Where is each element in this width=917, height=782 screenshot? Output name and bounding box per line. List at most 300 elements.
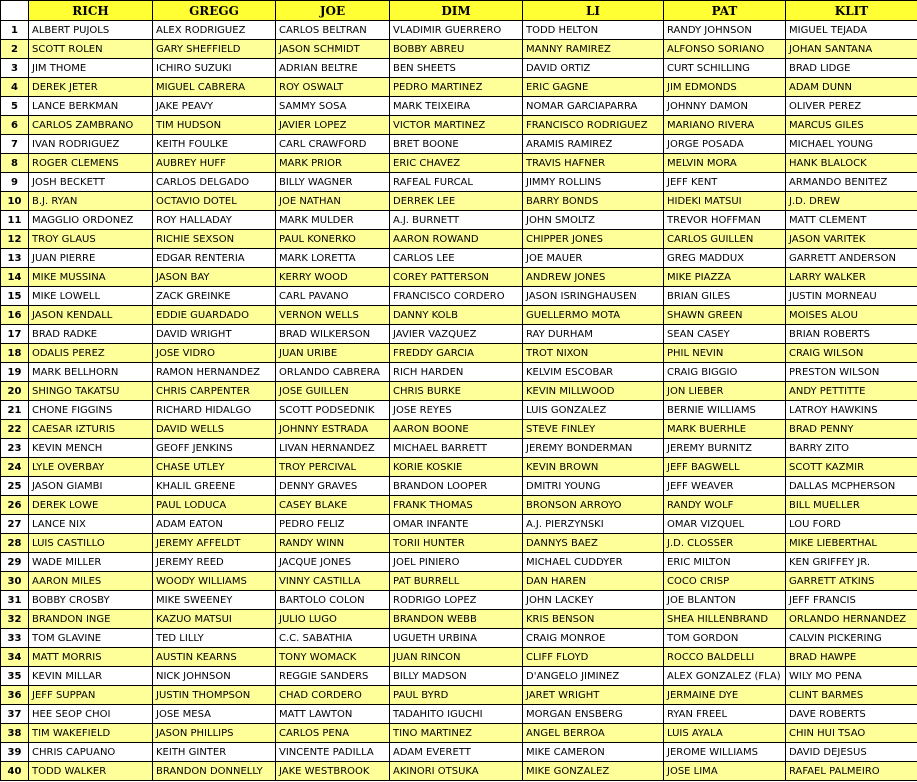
player-cell: TIM WAKEFIELD: [29, 724, 153, 743]
player-cell: OCTAVIO DOTEL: [153, 192, 276, 211]
player-cell: MARK LORETTA: [276, 249, 390, 268]
player-cell: LUIS CASTILLO: [29, 534, 153, 553]
player-cell: JEREMY BONDERMAN: [523, 439, 664, 458]
player-cell: ADRIAN BELTRE: [276, 59, 390, 78]
player-cell: KEVIN MENCH: [29, 439, 153, 458]
player-cell: JOSH BECKETT: [29, 173, 153, 192]
player-cell: RAFEAL FURCAL: [390, 173, 523, 192]
player-cell: JARET WRIGHT: [523, 686, 664, 705]
round-number: 24: [1, 458, 29, 477]
player-cell: MARK TEIXEIRA: [390, 97, 523, 116]
player-cell: ORLANDO CABRERA: [276, 363, 390, 382]
player-cell: TIM HUDSON: [153, 116, 276, 135]
player-cell: BEN SHEETS: [390, 59, 523, 78]
team-header: DIM: [390, 1, 523, 21]
player-cell: DMITRI YOUNG: [523, 477, 664, 496]
table-row: [1, 705, 917, 724]
player-cell: BRANDON LOOPER: [390, 477, 523, 496]
round-number: 9: [1, 173, 29, 192]
table-row: [1, 553, 917, 572]
player-cell: COCO CRISP: [664, 572, 786, 591]
round-number: 18: [1, 344, 29, 363]
player-cell: ROY HALLADAY: [153, 211, 276, 230]
player-cell: DAVID WELLS: [153, 420, 276, 439]
player-cell: PHIL NEVIN: [664, 344, 786, 363]
player-cell: D'ANGELO JIMINEZ: [523, 667, 664, 686]
table-row: [1, 192, 917, 211]
round-number: 20: [1, 382, 29, 401]
player-cell: LUIS AYALA: [664, 724, 786, 743]
table-row: [1, 287, 917, 306]
player-cell: KORIE KOSKIE: [390, 458, 523, 477]
round-number: 37: [1, 705, 29, 724]
player-cell: KEVIN MILLAR: [29, 667, 153, 686]
player-cell: GARRETT ANDERSON: [786, 249, 917, 268]
player-cell: CARLOS BELTRAN: [276, 21, 390, 40]
player-cell: ICHIRO SUZUKI: [153, 59, 276, 78]
player-cell: JASON PHILLIPS: [153, 724, 276, 743]
player-cell: SCOTT ROLEN: [29, 40, 153, 59]
player-cell: RICHARD HIDALGO: [153, 401, 276, 420]
player-cell: CHRIS BURKE: [390, 382, 523, 401]
player-cell: COREY PATTERSON: [390, 268, 523, 287]
round-number: 21: [1, 401, 29, 420]
player-cell: AUBREY HUFF: [153, 154, 276, 173]
player-cell: MARK MULDER: [276, 211, 390, 230]
player-cell: JOSE MESA: [153, 705, 276, 724]
round-number: 17: [1, 325, 29, 344]
player-cell: KEVIN BROWN: [523, 458, 664, 477]
player-cell: JEFF KENT: [664, 173, 786, 192]
player-cell: PEDRO FELIZ: [276, 515, 390, 534]
player-cell: JOHN SMOLTZ: [523, 211, 664, 230]
player-cell: AUSTIN KEARNS: [153, 648, 276, 667]
player-cell: KAZUO MATSUI: [153, 610, 276, 629]
player-cell: RANDY WINN: [276, 534, 390, 553]
player-cell: AARON BOONE: [390, 420, 523, 439]
player-cell: A.J. PIERZYNSKI: [523, 515, 664, 534]
player-cell: DERREK LEE: [390, 192, 523, 211]
player-cell: GREG MADDUX: [664, 249, 786, 268]
player-cell: PAT BURRELL: [390, 572, 523, 591]
player-cell: BRANDON WEBB: [390, 610, 523, 629]
player-cell: TOM GLAVINE: [29, 629, 153, 648]
player-cell: RAFAEL PALMEIRO: [786, 762, 917, 781]
player-cell: ALEX RODRIGUEZ: [153, 21, 276, 40]
player-cell: SHAWN GREEN: [664, 306, 786, 325]
round-number: 26: [1, 496, 29, 515]
player-cell: JOSE VIDRO: [153, 344, 276, 363]
player-cell: MIKE LIEBERTHAL: [786, 534, 917, 553]
player-cell: JACQUE JONES: [276, 553, 390, 572]
player-cell: TORII HUNTER: [390, 534, 523, 553]
player-cell: LUIS GONZALEZ: [523, 401, 664, 420]
player-cell: TRAVIS HAFNER: [523, 154, 664, 173]
player-cell: RYAN FREEL: [664, 705, 786, 724]
player-cell: SHINGO TAKATSU: [29, 382, 153, 401]
player-cell: BARRY ZITO: [786, 439, 917, 458]
player-cell: EDDIE GUARDADO: [153, 306, 276, 325]
player-cell: LANCE NIX: [29, 515, 153, 534]
player-cell: PEDRO MARTINEZ: [390, 78, 523, 97]
player-cell: JUSTIN MORNEAU: [786, 287, 917, 306]
player-cell: MATT LAWTON: [276, 705, 390, 724]
player-cell: MIKE PIAZZA: [664, 268, 786, 287]
player-cell: C.C. SABATHIA: [276, 629, 390, 648]
player-cell: DEREK JETER: [29, 78, 153, 97]
player-cell: DANNYS BAEZ: [523, 534, 664, 553]
round-number: 8: [1, 154, 29, 173]
table-row: [1, 534, 917, 553]
player-cell: JASON VARITEK: [786, 230, 917, 249]
player-cell: KRIS BENSON: [523, 610, 664, 629]
player-cell: WADE MILLER: [29, 553, 153, 572]
player-cell: J.D. CLOSSER: [664, 534, 786, 553]
player-cell: TOM GORDON: [664, 629, 786, 648]
player-cell: JAVIER VAZQUEZ: [390, 325, 523, 344]
table-row: [1, 496, 917, 515]
player-cell: ERIC GAGNE: [523, 78, 664, 97]
player-cell: GUELLERMO MOTA: [523, 306, 664, 325]
player-cell: RODRIGO LOPEZ: [390, 591, 523, 610]
table-row: [1, 420, 917, 439]
round-number: 39: [1, 743, 29, 762]
table-row: [1, 724, 917, 743]
round-number-header: [1, 1, 29, 21]
player-cell: MARK PRIOR: [276, 154, 390, 173]
player-cell: BILL MUELLER: [786, 496, 917, 515]
player-cell: ADAM EATON: [153, 515, 276, 534]
table-row: [1, 667, 917, 686]
player-cell: OMAR VIZQUEL: [664, 515, 786, 534]
player-cell: KEITH FOULKE: [153, 135, 276, 154]
player-cell: JAVIER LOPEZ: [276, 116, 390, 135]
player-cell: ODALIS PEREZ: [29, 344, 153, 363]
player-cell: ANGEL BERROA: [523, 724, 664, 743]
player-cell: SEAN CASEY: [664, 325, 786, 344]
player-cell: REGGIE SANDERS: [276, 667, 390, 686]
player-cell: BRIAN ROBERTS: [786, 325, 917, 344]
player-cell: MICHAEL YOUNG: [786, 135, 917, 154]
round-number: 10: [1, 192, 29, 211]
table-row: [1, 97, 917, 116]
player-cell: KHALIL GREENE: [153, 477, 276, 496]
player-cell: BRAD HAWPE: [786, 648, 917, 667]
round-number: 35: [1, 667, 29, 686]
player-cell: TODD HELTON: [523, 21, 664, 40]
player-cell: CARL PAVANO: [276, 287, 390, 306]
player-cell: GARRETT ATKINS: [786, 572, 917, 591]
player-cell: CASEY BLAKE: [276, 496, 390, 515]
round-number: 34: [1, 648, 29, 667]
round-number: 40: [1, 762, 29, 781]
player-cell: LARRY WALKER: [786, 268, 917, 287]
player-cell: JEFF FRANCIS: [786, 591, 917, 610]
round-number: 30: [1, 572, 29, 591]
player-cell: CARLOS LEE: [390, 249, 523, 268]
round-number: 7: [1, 135, 29, 154]
player-cell: BRET BOONE: [390, 135, 523, 154]
player-cell: RAY DURHAM: [523, 325, 664, 344]
player-cell: JOHNNY DAMON: [664, 97, 786, 116]
player-cell: SHEA HILLENBRAND: [664, 610, 786, 629]
player-cell: ERIC MILTON: [664, 553, 786, 572]
player-cell: JUAN URIBE: [276, 344, 390, 363]
player-cell: PAUL LODUCA: [153, 496, 276, 515]
player-cell: MATT CLEMENT: [786, 211, 917, 230]
player-cell: UGUETH URBINA: [390, 629, 523, 648]
table-row: [1, 21, 917, 40]
player-cell: TADAHITO IGUCHI: [390, 705, 523, 724]
table-row: [1, 268, 917, 287]
table-row: [1, 515, 917, 534]
player-cell: JOE NATHAN: [276, 192, 390, 211]
player-cell: JOE MAUER: [523, 249, 664, 268]
player-cell: MIKE CAMERON: [523, 743, 664, 762]
player-cell: WILY MO PENA: [786, 667, 917, 686]
player-cell: TROY GLAUS: [29, 230, 153, 249]
player-cell: LIVAN HERNANDEZ: [276, 439, 390, 458]
player-cell: BILLY WAGNER: [276, 173, 390, 192]
player-cell: MOISES ALOU: [786, 306, 917, 325]
player-cell: TINO MARTINEZ: [390, 724, 523, 743]
player-cell: RAMON HERNANDEZ: [153, 363, 276, 382]
player-cell: MATT MORRIS: [29, 648, 153, 667]
player-cell: MARK BELLHORN: [29, 363, 153, 382]
player-cell: ADAM EVERETT: [390, 743, 523, 762]
table-row: [1, 477, 917, 496]
player-cell: JIMMY ROLLINS: [523, 173, 664, 192]
round-number: 25: [1, 477, 29, 496]
player-cell: KELVIM ESCOBAR: [523, 363, 664, 382]
table-row: [1, 135, 917, 154]
player-cell: MAGGLIO ORDONEZ: [29, 211, 153, 230]
player-cell: KERRY WOOD: [276, 268, 390, 287]
player-cell: JON LIEBER: [664, 382, 786, 401]
player-cell: CHONE FIGGINS: [29, 401, 153, 420]
player-cell: CLIFF FLOYD: [523, 648, 664, 667]
player-cell: JEREMY BURNITZ: [664, 439, 786, 458]
player-cell: OLIVER PEREZ: [786, 97, 917, 116]
round-number: 4: [1, 78, 29, 97]
player-cell: CALVIN PICKERING: [786, 629, 917, 648]
table-row: [1, 173, 917, 192]
player-cell: JEREMY AFFELDT: [153, 534, 276, 553]
player-cell: ERIC CHAVEZ: [390, 154, 523, 173]
player-cell: MANNY RAMIREZ: [523, 40, 664, 59]
player-cell: DAN HAREN: [523, 572, 664, 591]
player-cell: BRAD LIDGE: [786, 59, 917, 78]
player-cell: TROY PERCIVAL: [276, 458, 390, 477]
player-cell: DENNY GRAVES: [276, 477, 390, 496]
player-cell: MARCUS GILES: [786, 116, 917, 135]
player-cell: KEITH GINTER: [153, 743, 276, 762]
player-cell: VICTOR MARTINEZ: [390, 116, 523, 135]
round-number: 15: [1, 287, 29, 306]
player-cell: BRANDON DONNELLY: [153, 762, 276, 781]
player-cell: HIDEKI MATSUI: [664, 192, 786, 211]
player-cell: STEVE FINLEY: [523, 420, 664, 439]
player-cell: JEFF BAGWELL: [664, 458, 786, 477]
player-cell: CHRIS CARPENTER: [153, 382, 276, 401]
table-row: [1, 610, 917, 629]
table-row: [1, 154, 917, 173]
player-cell: RANDY JOHNSON: [664, 21, 786, 40]
player-cell: CARL CRAWFORD: [276, 135, 390, 154]
player-cell: ROCCO BALDELLI: [664, 648, 786, 667]
round-number: 22: [1, 420, 29, 439]
player-cell: MIKE SWEENEY: [153, 591, 276, 610]
player-cell: ALEX GONZALEZ (FLA): [664, 667, 786, 686]
player-cell: IVAN RODRIGUEZ: [29, 135, 153, 154]
table-row: [1, 382, 917, 401]
player-cell: CARLOS ZAMBRANO: [29, 116, 153, 135]
player-cell: CHIPPER JONES: [523, 230, 664, 249]
round-number: 12: [1, 230, 29, 249]
player-cell: BRAD RADKE: [29, 325, 153, 344]
table-row: [1, 572, 917, 591]
player-cell: TED LILLY: [153, 629, 276, 648]
player-cell: JULIO LUGO: [276, 610, 390, 629]
player-cell: CRAIG BIGGIO: [664, 363, 786, 382]
table-row: [1, 591, 917, 610]
player-cell: MARK BUERHLE: [664, 420, 786, 439]
player-cell: CRAIG WILSON: [786, 344, 917, 363]
team-header: LI: [523, 1, 664, 21]
player-cell: KEN GRIFFEY JR.: [786, 553, 917, 572]
player-cell: BRIAN GILES: [664, 287, 786, 306]
player-cell: JAKE WESTBROOK: [276, 762, 390, 781]
player-cell: JASON SCHMIDT: [276, 40, 390, 59]
player-cell: FRANCISCO CORDERO: [390, 287, 523, 306]
player-cell: JUSTIN THOMPSON: [153, 686, 276, 705]
player-cell: CARLOS PENA: [276, 724, 390, 743]
round-number: 11: [1, 211, 29, 230]
round-number: 27: [1, 515, 29, 534]
player-cell: OMAR INFANTE: [390, 515, 523, 534]
player-cell: HANK BLALOCK: [786, 154, 917, 173]
player-cell: EDGAR RENTERIA: [153, 249, 276, 268]
player-cell: GARY SHEFFIELD: [153, 40, 276, 59]
player-cell: WOODY WILLIAMS: [153, 572, 276, 591]
table-row: [1, 211, 917, 230]
player-cell: A.J. BURNETT: [390, 211, 523, 230]
player-cell: JOE BLANTON: [664, 591, 786, 610]
player-cell: CARLOS DELGADO: [153, 173, 276, 192]
player-cell: TROT NIXON: [523, 344, 664, 363]
player-cell: B.J. RYAN: [29, 192, 153, 211]
player-cell: DAVID ORTIZ: [523, 59, 664, 78]
player-cell: BARRY BONDS: [523, 192, 664, 211]
player-cell: VLADIMIR GUERRERO: [390, 21, 523, 40]
player-cell: MORGAN ENSBERG: [523, 705, 664, 724]
player-cell: AARON MILES: [29, 572, 153, 591]
table-row: [1, 59, 917, 78]
table-row: [1, 686, 917, 705]
round-number: 28: [1, 534, 29, 553]
round-number: 38: [1, 724, 29, 743]
player-cell: LOU FORD: [786, 515, 917, 534]
table-row: [1, 325, 917, 344]
player-cell: DANNY KOLB: [390, 306, 523, 325]
player-cell: ANDREW JONES: [523, 268, 664, 287]
table-row: [1, 78, 917, 97]
player-cell: SCOTT KAZMIR: [786, 458, 917, 477]
player-cell: BRAD PENNY: [786, 420, 917, 439]
round-number: 33: [1, 629, 29, 648]
player-cell: CAESAR IZTURIS: [29, 420, 153, 439]
player-cell: MIKE MUSSINA: [29, 268, 153, 287]
table-row: [1, 306, 917, 325]
player-cell: VINNY CASTILLA: [276, 572, 390, 591]
player-cell: RANDY WOLF: [664, 496, 786, 515]
player-cell: BRONSON ARROYO: [523, 496, 664, 515]
player-cell: JEFF SUPPAN: [29, 686, 153, 705]
player-cell: BILLY MADSON: [390, 667, 523, 686]
player-cell: MICHAEL CUDDYER: [523, 553, 664, 572]
player-cell: AKINORI OTSUKA: [390, 762, 523, 781]
player-cell: J.D. DREW: [786, 192, 917, 211]
player-cell: KEVIN MILLWOOD: [523, 382, 664, 401]
table-row: [1, 40, 917, 59]
player-cell: PRESTON WILSON: [786, 363, 917, 382]
player-cell: CHASE UTLEY: [153, 458, 276, 477]
player-cell: MELVIN MORA: [664, 154, 786, 173]
player-cell: ZACK GREINKE: [153, 287, 276, 306]
player-cell: LYLE OVERBAY: [29, 458, 153, 477]
player-cell: BOBBY CROSBY: [29, 591, 153, 610]
header-row: [1, 1, 917, 21]
player-cell: MIGUEL TEJADA: [786, 21, 917, 40]
player-cell: JEFF WEAVER: [664, 477, 786, 496]
player-cell: ALBERT PUJOLS: [29, 21, 153, 40]
player-cell: MARIANO RIVERA: [664, 116, 786, 135]
player-cell: DAVID DEJESUS: [786, 743, 917, 762]
player-cell: JASON ISRINGHAUSEN: [523, 287, 664, 306]
round-number: 16: [1, 306, 29, 325]
player-cell: GEOFF JENKINS: [153, 439, 276, 458]
table-row: [1, 344, 917, 363]
player-cell: BERNIE WILLIAMS: [664, 401, 786, 420]
table-row: [1, 363, 917, 382]
player-cell: SAMMY SOSA: [276, 97, 390, 116]
player-cell: LANCE BERKMAN: [29, 97, 153, 116]
round-number: 23: [1, 439, 29, 458]
round-number: 13: [1, 249, 29, 268]
round-number: 19: [1, 363, 29, 382]
team-header: RICH: [29, 1, 153, 21]
player-cell: MIGUEL CABRERA: [153, 78, 276, 97]
player-cell: JAKE PEAVY: [153, 97, 276, 116]
player-cell: LATROY HAWKINS: [786, 401, 917, 420]
player-cell: DAVID WRIGHT: [153, 325, 276, 344]
player-cell: PAUL BYRD: [390, 686, 523, 705]
player-cell: NOMAR GARCIAPARRA: [523, 97, 664, 116]
player-cell: JIM EDMONDS: [664, 78, 786, 97]
player-cell: JASON KENDALL: [29, 306, 153, 325]
player-cell: JEREMY REED: [153, 553, 276, 572]
player-cell: NICK JOHNSON: [153, 667, 276, 686]
player-cell: JEROME WILLIAMS: [664, 743, 786, 762]
player-cell: ARMANDO BENITEZ: [786, 173, 917, 192]
player-cell: BOBBY ABREU: [390, 40, 523, 59]
player-cell: VERNON WELLS: [276, 306, 390, 325]
player-cell: BRANDON INGE: [29, 610, 153, 629]
team-header: JOE: [276, 1, 390, 21]
player-cell: ORLANDO HERNANDEZ: [786, 610, 917, 629]
player-cell: JOSE LIMA: [664, 762, 786, 781]
player-cell: JOHAN SANTANA: [786, 40, 917, 59]
